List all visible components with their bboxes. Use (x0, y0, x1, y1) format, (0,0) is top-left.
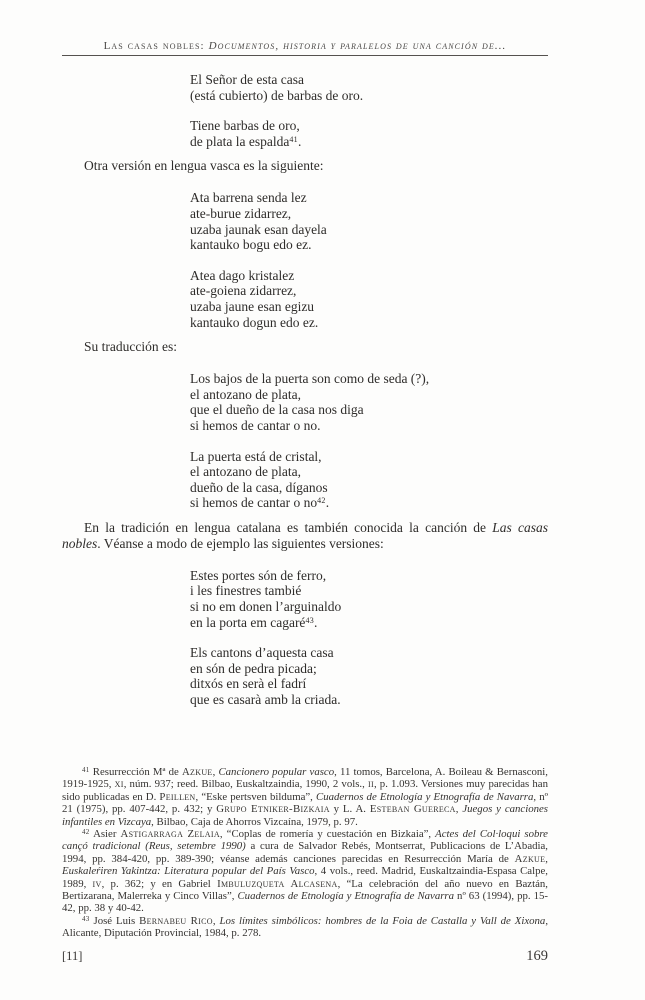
text-run: Els cantons d’aquesta casa (190, 645, 334, 661)
footnote (62, 915, 548, 940)
text-italic: Cuadernos de Etnología y Etnografía de Navarra (237, 890, 455, 903)
poem-line (190, 661, 548, 677)
text-run: , Alicante, Diputación Provincial, 1984, p. 278. (62, 914, 549, 940)
text-run: Otra versión en lengua vasca es la siguiente: (84, 158, 324, 174)
text-sc: Imbuluzqueta Alcasena (217, 877, 338, 890)
text-run: el antozano de plata, (190, 386, 301, 402)
text-run: si no em donen l’arguinaldo (190, 599, 342, 615)
text-sc: Grupo Etniker-Bizkaia (216, 803, 330, 816)
text-run: José Luis (89, 914, 140, 927)
poem-line (190, 464, 548, 480)
text-run: Su traducción es: (84, 339, 177, 355)
poem (190, 190, 548, 330)
text-column (62, 40, 548, 708)
text-run: si hemos de cantar o no (190, 495, 318, 511)
poem-line (190, 495, 548, 511)
poem-line (190, 237, 548, 253)
footnotes-block (62, 766, 548, 940)
text-run: . (325, 495, 330, 511)
text-run: dueño de la casa, díganos (190, 479, 328, 495)
text-run: , (545, 852, 548, 865)
text-run: , p. 1.093. Versiones muy parecidas han sido publicadas en D. (62, 778, 548, 803)
poem-line (190, 599, 548, 615)
text-run: uzaba jaune esan egizu (190, 298, 315, 314)
footnote-ref: 43 (305, 615, 315, 625)
poem-line (190, 692, 548, 708)
text-run: en la porta em cagaré (190, 614, 306, 630)
text-italic: Euskaleŕiren Yakintza: Literatura popular del País Vasco (62, 865, 315, 878)
text-run: , 11 tomos, Barcelona, A. Boileau & Bernasconi, 1919-1925, (62, 766, 548, 791)
poem (190, 568, 548, 708)
text-run: , “La celebración del año nuevo en Baztán, Bertizarana, Malerreka y Cinco Villas”, (62, 877, 548, 903)
text-run: , p. 362; y en Gabriel (101, 877, 218, 890)
text-run: . (314, 614, 318, 630)
text-run: , (212, 914, 220, 927)
poem-line (190, 480, 548, 496)
text-run: uzaba jaunak esan dayela (190, 221, 327, 237)
text-run: , Bilbao, Caja de Ahorros Vizcaína, 1979, p. 97. (151, 815, 358, 828)
text-run: Tiene barbas de oro, (190, 118, 300, 134)
text-run: a cura de Salvador Rebés, Montserrat, Publicacions de L’Abadia, 1994, pp. 384-420, pp. 389-390; véanse además canciones parecidas en Resurrección María de (62, 840, 548, 865)
poem-line (190, 268, 548, 284)
text-run: . Véanse a modo de ejemplo las siguientes versiones: (97, 535, 384, 551)
footnote-ref: 41 (82, 766, 90, 774)
poem-line (190, 402, 548, 418)
poem-line (190, 371, 548, 387)
poem-line (190, 299, 548, 315)
text-run: de plata la espalda (190, 133, 290, 149)
poem-stanza (190, 72, 548, 103)
text-run: , 4 vols., reed. Madrid, Euskaltzaindia-Espasa Calpe, 1989, (62, 865, 548, 890)
text-sc: Esteban Guereca (369, 803, 456, 816)
footnote-ref: 42 (317, 496, 326, 506)
text-run: Resurrección Mª de (89, 766, 182, 778)
body-flow (62, 72, 548, 708)
text-sc: Azkue (514, 852, 546, 865)
poem (190, 72, 548, 149)
poem-stanza (190, 568, 548, 630)
text-run: Estes portes són de ferro, (190, 567, 327, 583)
text-run: Los bajos de la puerta son como de seda (?), (190, 371, 430, 387)
text-run: , nº 21 (1975), pp. 407-442, p. 432; y (62, 790, 548, 816)
poem (190, 371, 548, 511)
footnote-ref: 41 (289, 134, 298, 144)
poem-line (190, 118, 548, 134)
footnote-ref: 43 (82, 914, 90, 923)
text-run: y L. A. (329, 803, 370, 816)
text-run: kantauko dogun edo ez. (190, 314, 319, 330)
text-run: El Señor de esta casa (190, 72, 304, 87)
text-sc: Peillen (159, 790, 196, 803)
text-run: , “Coplas de romería y cuestación en Bizkaia”, (219, 828, 436, 841)
text-run: el antozano de plata, (190, 464, 301, 480)
text-italic: Actes del Col·loqui sobre cançó tradicional (Reus, setembre 1990) (62, 828, 548, 853)
poem-line (190, 88, 548, 104)
text-run: kantauko bogu edo ez. (190, 237, 312, 253)
text-sc: Azkue (181, 766, 213, 778)
poem-stanza (190, 371, 548, 433)
poem-line (190, 449, 548, 465)
text-run: si hemos de cantar o no. (190, 417, 321, 433)
text-run: que es casarà amb la criada. (190, 692, 341, 708)
text-run: , “Eske pertsven bilduma”, (195, 790, 317, 803)
text-run: En la tradición en lengua catalana es también conocida la canción de (84, 519, 493, 535)
body-paragraph (62, 339, 548, 355)
poem-line (190, 206, 548, 222)
text-run: Asier (89, 828, 121, 841)
poem-stanza (190, 645, 548, 707)
text-run: ditxós en serà el fadrí (190, 676, 307, 692)
poem-line (190, 568, 548, 584)
body-paragraph (62, 520, 548, 552)
poem-stanza (190, 268, 548, 330)
running-header (62, 40, 548, 56)
poem-line (190, 315, 548, 331)
footnote (62, 828, 548, 915)
running-header-plain: Las casas nobles: (103, 40, 209, 52)
poem-stanza (190, 118, 548, 149)
footnote (62, 766, 548, 828)
poem-line (190, 645, 548, 661)
poem-line (190, 387, 548, 403)
poem-stanza (190, 449, 548, 511)
text-italic: Cancionero popular vasco (218, 766, 335, 778)
text-run: Atea dago kristalez (190, 267, 295, 283)
text-italic: Juegos y canciones infantiles en Vizcaya (62, 803, 548, 828)
text-run: . (297, 133, 302, 149)
page-number: 169 (526, 948, 548, 964)
text-sc: xi (114, 778, 124, 791)
text-sc: Astigarraga Zelaia (120, 828, 220, 841)
text-run: , núm. 937; reed. Bilbao, Euskaltzaindia, 1990, 2 vols., (123, 778, 368, 791)
poem-line (190, 283, 548, 299)
poem-line (190, 222, 548, 238)
poem-line (190, 72, 548, 88)
text-italic: Los límites simbólicos: hombres de la Foia de Castalla y Vall de Xixona (219, 914, 546, 927)
text-italic: Las casas nobles (62, 519, 549, 551)
poem-line (190, 190, 548, 206)
text-run: , (212, 766, 219, 778)
running-header-italic: Documentos, historia y paralelos de una canción de... (208, 40, 507, 52)
poem-line (190, 615, 548, 631)
text-sc: ii (368, 778, 374, 791)
poem-line (190, 676, 548, 692)
text-sc: iv (92, 877, 102, 890)
poem-line (190, 418, 548, 434)
text-run: , (455, 803, 463, 816)
text-sc: Bernabeu Rico (139, 914, 213, 927)
page-footer (62, 948, 548, 965)
text-run: ate-goiena zidarrez, (190, 283, 297, 299)
text-run: ate-burue zidarrez, (190, 205, 292, 221)
text-run: nº 63 (1994), pp. 15-42, pp. 38 y 40-42. (62, 890, 548, 915)
text-run: i les finestres tambié (190, 583, 302, 599)
text-italic: Cuadernos de Etnología y Etnografía de Navarra (316, 790, 534, 803)
poem-stanza (190, 190, 548, 252)
text-run: en són de pedra picada; (190, 660, 317, 676)
poem-line (190, 134, 548, 150)
article-page-marker: [11] (62, 949, 83, 963)
body-paragraph (62, 158, 548, 174)
text-run: La puerta está de cristal, (190, 448, 322, 464)
text-run: que el dueño de la casa nos diga (190, 402, 364, 418)
text-run: (está cubierto) de barbas de oro. (190, 87, 364, 103)
text-run: Ata barrena senda lez (190, 190, 307, 206)
footnote-ref: 42 (82, 828, 90, 837)
poem-line (190, 583, 548, 599)
